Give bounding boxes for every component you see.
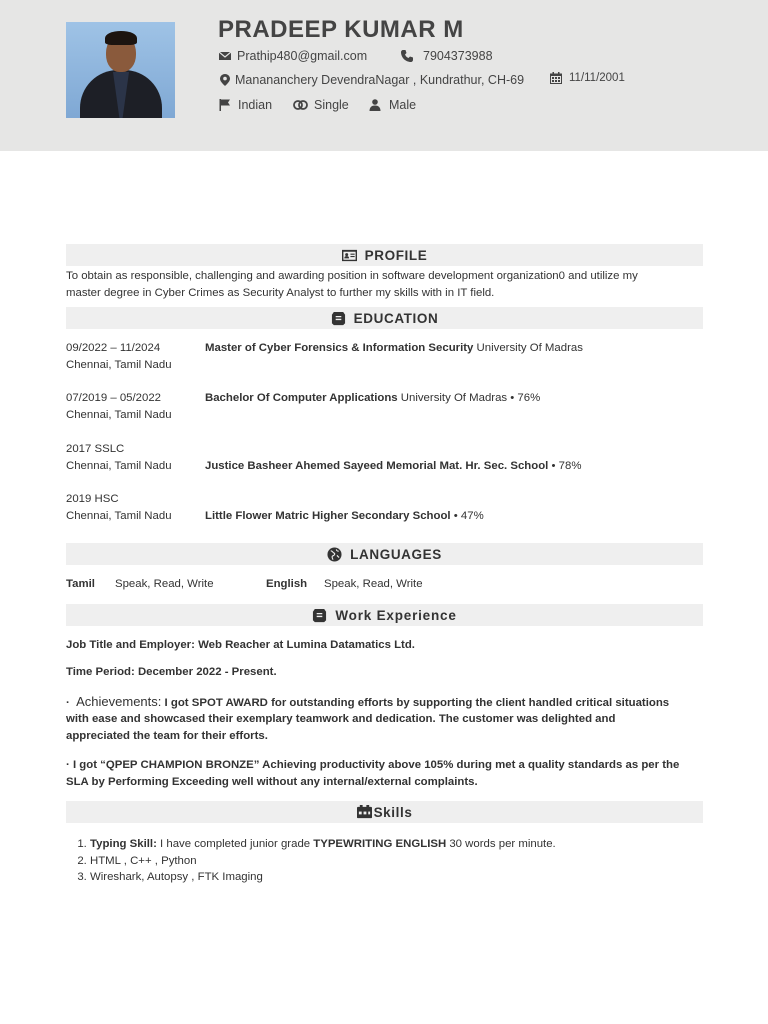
achievements-label: Achievements: xyxy=(76,694,162,709)
education-date: 2017 SSLC xyxy=(66,443,125,455)
achievements-line-2: with ease and showcased their exemplary teamwork and dedication. The customer was delighted and xyxy=(66,713,616,725)
typing-skill-post: 30 words per minute. xyxy=(446,838,556,850)
typing-skill-bold: TYPEWRITING ENGLISH xyxy=(313,838,447,850)
globe-icon xyxy=(327,547,342,562)
profile-section-header xyxy=(66,244,703,266)
typing-skill-label: Typing Skill: xyxy=(90,838,157,850)
phone-icon xyxy=(401,50,413,62)
graduation-icon xyxy=(331,311,346,326)
education-title: EDUCATION xyxy=(353,310,439,326)
languages-section-header xyxy=(66,543,703,565)
address-line xyxy=(219,73,524,87)
profile-photo xyxy=(66,22,175,118)
skill-item-tools: 3. Wireshark, Autopsy , FTK Imaging xyxy=(90,869,556,886)
dob-text: 11/11/2001 xyxy=(569,72,625,84)
achievements-line-3: appreciated the team for their efforts. xyxy=(66,730,268,742)
skill-item-languages: 2. HTML , C++ , Python xyxy=(90,853,556,870)
typing-skill-pre: I have completed junior grade xyxy=(156,838,314,850)
dob-line xyxy=(550,72,625,84)
education-detail: University Of Madras • 76% xyxy=(397,392,541,404)
education-location: Chennai, Tamil Nadu xyxy=(66,359,172,371)
address-text: Manananchery DevendraNagar , Kundrathur, CH-69 xyxy=(235,73,525,87)
work-title: Work Experience xyxy=(335,607,457,623)
briefcase-icon xyxy=(312,608,327,623)
achievements-text: I got SPOT AWARD for outstanding efforts by supporting the client handled critical situations xyxy=(161,697,670,709)
education-date: 09/2022 – 11/2024 xyxy=(66,342,161,354)
tools-icon xyxy=(357,805,372,820)
education-detail: University Of Madras xyxy=(473,342,583,354)
qpep-award-line-2: SLA by Performing Exceeding well without any internal/external complaints. xyxy=(66,776,478,788)
education-degree: Master of Cyber Forensics & Information Security xyxy=(205,342,474,354)
education-degree-line xyxy=(205,340,583,357)
education-section-header xyxy=(66,307,703,329)
resume-header xyxy=(0,0,768,151)
candidate-name: PRADEEP KUMAR M xyxy=(218,16,464,43)
language-name: English xyxy=(266,578,308,590)
education-detail: • 78% xyxy=(548,460,582,472)
education-location: Chennai, Tamil Nadu xyxy=(66,409,172,421)
marital-text: Single xyxy=(314,98,349,112)
skill-item-typing xyxy=(90,836,556,853)
nationality-line xyxy=(219,98,272,112)
education-degree: Little Flower Matric Higher Secondary School xyxy=(205,510,451,522)
education-location: Chennai, Tamil Nadu xyxy=(66,460,172,472)
education-detail: • 47% xyxy=(450,510,484,522)
profile-text-line-2: master degree in Cyber Crimes as Security Analyst to further my skills with in IT field. xyxy=(66,287,495,299)
skills-list xyxy=(68,836,556,886)
education-degree-line xyxy=(205,390,540,407)
nationality-text: Indian xyxy=(238,98,273,112)
education-date: 2019 HSC xyxy=(66,493,119,505)
marital-line xyxy=(293,98,349,112)
language-name: Tamil xyxy=(66,578,95,590)
gender-line xyxy=(369,98,416,112)
map-pin-icon xyxy=(219,74,229,86)
person-icon xyxy=(369,99,381,111)
language-level: Speak, Read, Write xyxy=(324,578,423,590)
education-degree-line xyxy=(205,458,581,475)
qpep-award-line-1: · I got “QPEP CHAMPION BRONZE” Achieving productivity above 105% during met a quality standards as per the xyxy=(66,759,680,771)
education-degree: Justice Basheer Ahemed Sayeed Memorial Mat. Hr. Sec. School xyxy=(205,460,549,472)
phone-line xyxy=(401,49,493,63)
education-degree: Bachelor Of Computer Applications xyxy=(205,392,398,404)
education-degree-line xyxy=(205,508,484,525)
work-section-header xyxy=(66,604,703,626)
job-time-period: Time Period: December 2022 - Present. xyxy=(66,666,277,678)
calendar-icon xyxy=(550,72,562,84)
email-line xyxy=(219,49,367,63)
skills-section-header xyxy=(66,801,703,823)
language-level: Speak, Read, Write xyxy=(115,578,214,590)
education-date: 07/2019 – 05/2022 xyxy=(66,392,162,404)
profile-text-line-1: To obtain as responsible, challenging and awarding position in software development organization0 and utilize my xyxy=(66,270,638,282)
mail-icon xyxy=(219,50,231,62)
phone-text: 7904373988 xyxy=(423,49,493,63)
gender-text: Male xyxy=(389,98,417,112)
skills-title: Skills xyxy=(373,804,413,820)
flag-icon xyxy=(219,99,231,111)
job-title-employer: Job Title and Employer: Web Reacher at Lumina Datamatics Ltd. xyxy=(66,639,415,651)
email-text[interactable]: Prathip480@gmail.com xyxy=(237,49,368,63)
rings-icon xyxy=(293,99,308,111)
languages-title: LANGUAGES xyxy=(350,546,442,562)
id-card-icon xyxy=(342,248,357,263)
profile-title: PROFILE xyxy=(364,247,428,263)
education-location: Chennai, Tamil Nadu xyxy=(66,510,172,522)
achievements-line-1: · Achievements: I got SPOT AWARD for outstanding efforts by supporting the client handled critical situations xyxy=(66,694,670,709)
